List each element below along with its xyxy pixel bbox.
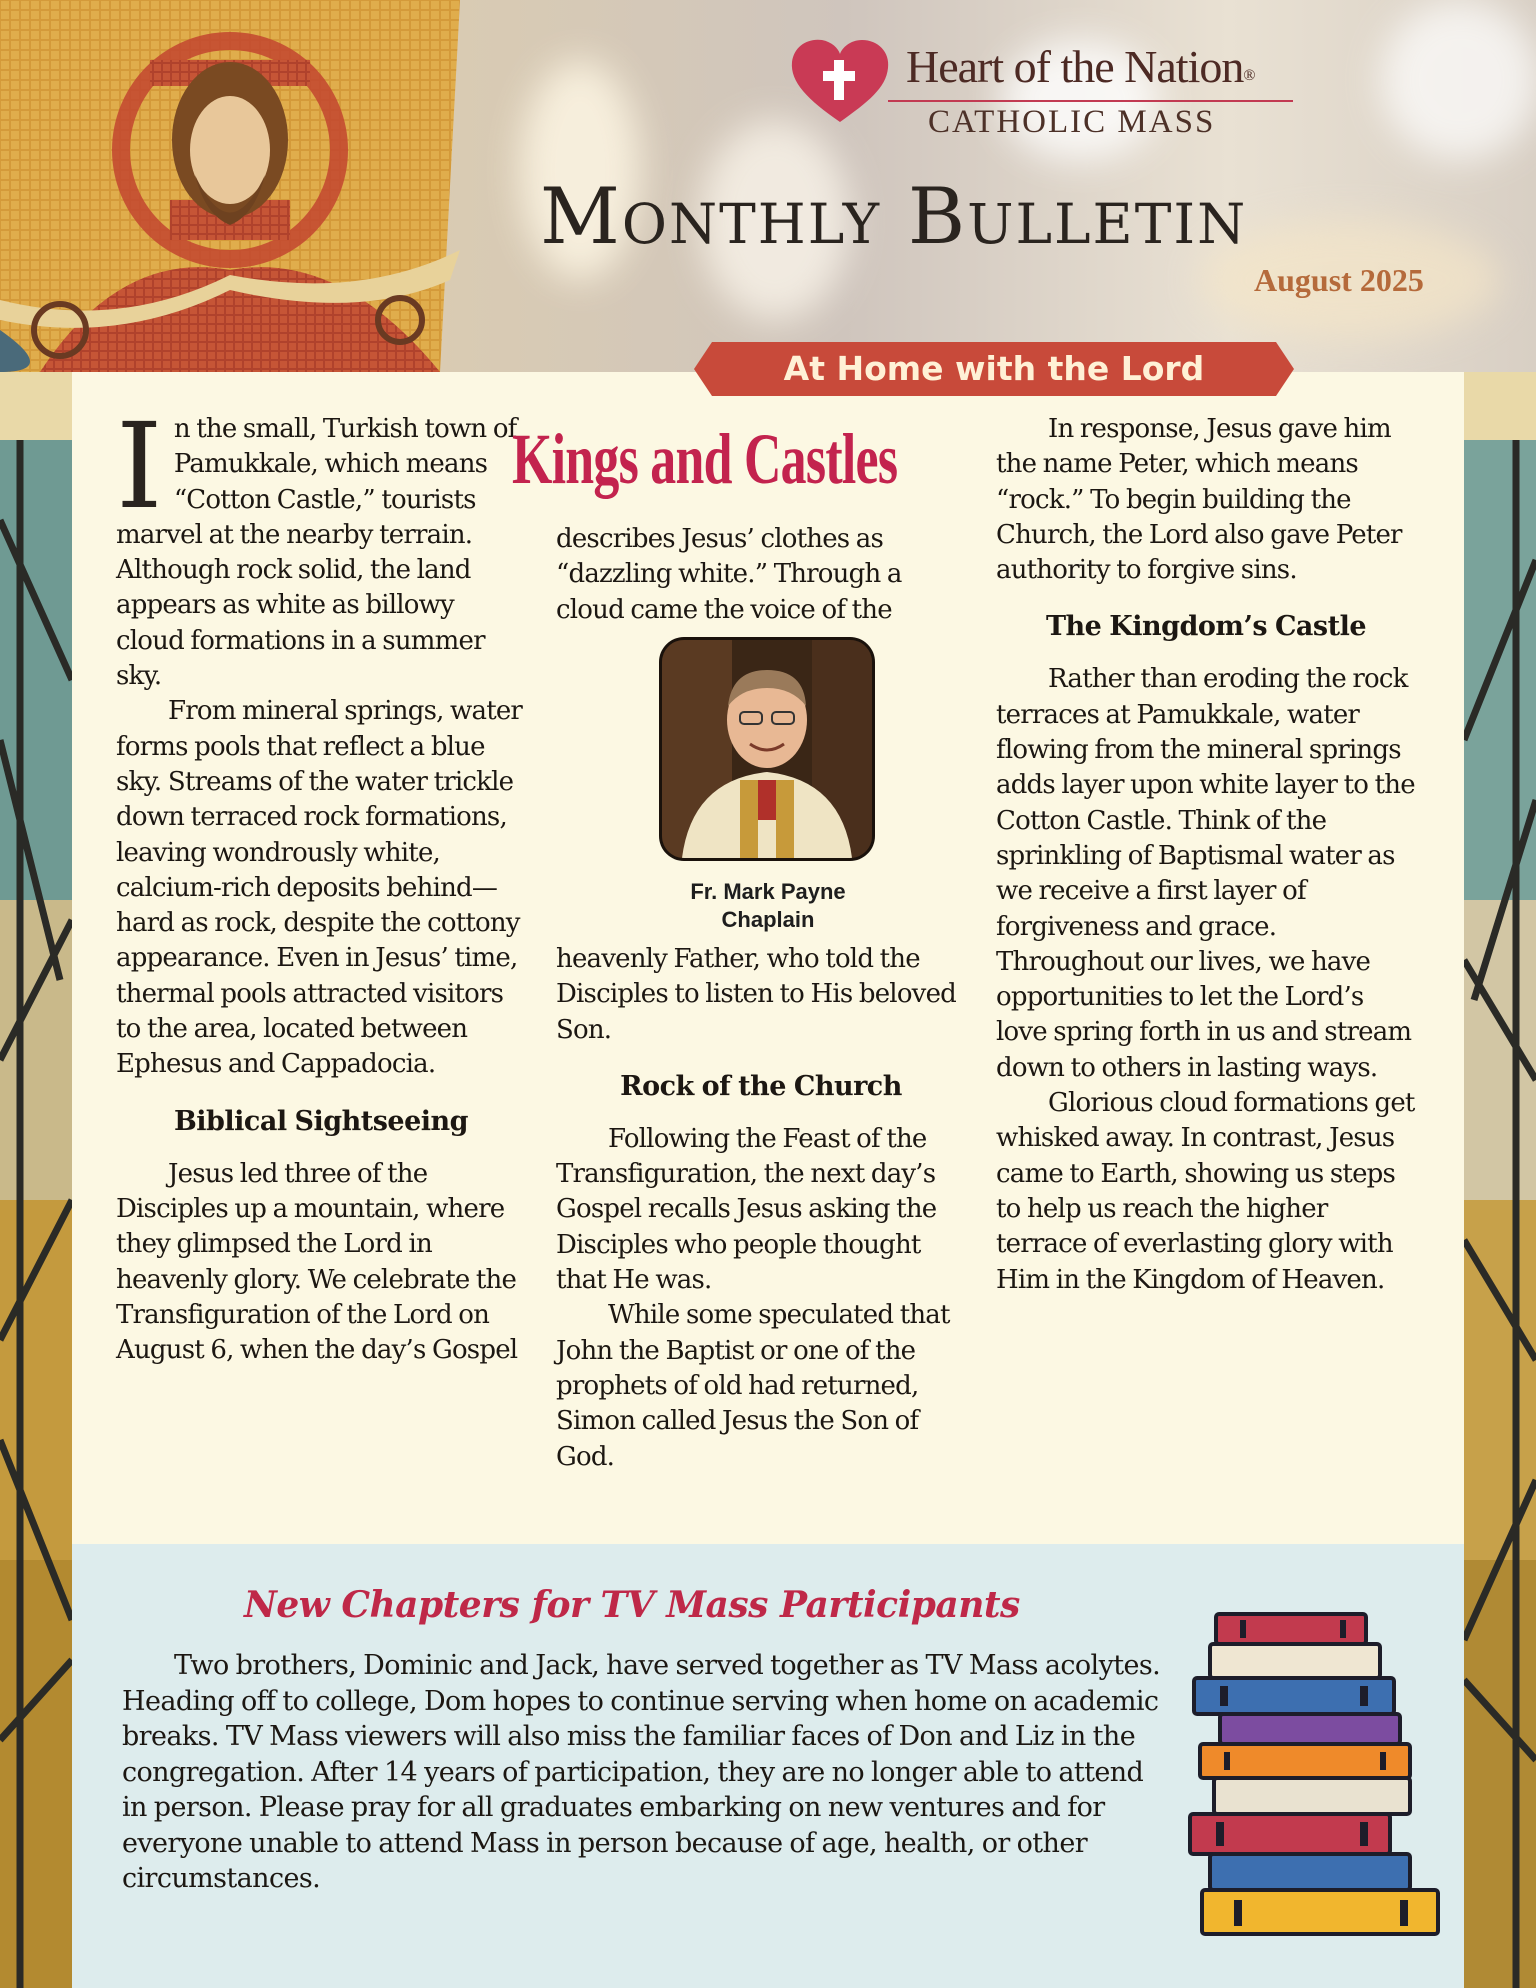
- header-banner: [0, 0, 1536, 372]
- brand-logo: [788, 36, 1308, 146]
- stained-glass-left: [0, 440, 72, 1988]
- subheading: The Kingdom’s Castle: [1045, 611, 1367, 643]
- bulletin-title: Monthly Bulletin: [540, 172, 1248, 262]
- brand-subtitle: CATHOLIC MASS: [928, 104, 1216, 140]
- news-title: New Chapters for TV Mass Participants: [244, 1584, 1020, 1626]
- section-ribbon: [694, 342, 1294, 396]
- subheading: Rock of the Church: [620, 1070, 902, 1102]
- paragraph: Jesus led three of the Disciples up a mountain, where they glimpsed the Lord in heavenly glory. We celebrate the Transfiguration of the Lord on August 6, when the day’s Gospel: [116, 1158, 518, 1366]
- photo-caption: [634, 878, 902, 934]
- article-title: Kings and Castles: [512, 419, 898, 499]
- heart-cross-icon: [788, 36, 892, 126]
- article-column-3: [996, 412, 1416, 1298]
- caption-name: Fr. Mark Payne: [690, 879, 846, 904]
- article-column-1: [116, 397, 526, 1368]
- paragraph: From mineral springs, water forms pools that reflect a blue sky. Streams of the water trickle down terraced rock formations, leaving wondrously white, calcium-rich deposits behind—hard as rock, despite the cottony appearance. Even in Jesus’ time, thermal pools attracted visitors to the area, located between Ephesus and Cappadocia.: [116, 696, 523, 1080]
- brand-rule: [888, 100, 1293, 102]
- brand-name: Heart of the Nation®: [906, 41, 1255, 92]
- ribbon-label: At Home with the Lord: [783, 349, 1205, 388]
- news-body: Two brothers, Dominic and Jack, have served together as TV Mass acolytes. Heading off to college, Dom hopes to continue serving when home on academic breaks. TV Mass viewers will also miss the familiar faces of Don and Liz in the congregation. After 14 years of participation, they are no longer able to attend in person. Please pray for all graduates embarking on new ventures and for everyone unable to attend Mass in person because of age, health, or other circumstances.: [122, 1650, 1161, 1894]
- paragraph: While some speculated that John the Baptist or one of the prophets of old had returned, Simon called Jesus the Son of God.: [556, 1300, 950, 1472]
- paragraph: heavenly Father, who told the Disciples to listen to His beloved Son.: [556, 944, 956, 1045]
- paragraph: Glorious cloud formations get whisked away. In contrast, Jesus came to Earth, showing us steps to help us reach the higher terrace of everlasting glory with Him in the Kingdom of Heaven.: [996, 1088, 1415, 1295]
- issue-date: August 2025: [1254, 262, 1424, 298]
- subheading: Biblical Sightseeing: [173, 1105, 469, 1137]
- chaplain-photo: [662, 640, 872, 858]
- book-stack-icon: [1180, 1604, 1444, 1944]
- caption-role: Chaplain: [721, 907, 815, 932]
- paragraph: Rather than eroding the rock terraces at Pamukkale, water flowing from the mineral springs adds layer upon white layer to the Cotton Castle. Think of the sprinkling of Baptismal water as we receive a first layer of forgiveness and grace. Throughout our lives, we have opportunities to let the Lord’s love spring forth in us and stream down to others in lasting ways.: [996, 664, 1415, 1083]
- stained-glass-right: [1464, 440, 1536, 1988]
- article-column-2-bottom: [556, 942, 966, 1475]
- article-column-2-top: [556, 522, 966, 628]
- paragraph: n the small, Turkish town of Pamukkale, which means “Cotton Castle,” tourists marvel at the nearby terrain. Although rock solid, the land appears as white as billowy cloud formations in a summer sky.: [116, 414, 517, 692]
- paragraph: describes Jesus’ clothes as “dazzling white.” Through a cloud came the voice of the: [556, 524, 902, 625]
- paragraph: Following the Feast of the Transfiguration, the next day’s Gospel recalls Jesus asking the Disciples who people thought that He was.: [556, 1123, 937, 1296]
- paragraph: In response, Jesus gave him the name Peter, which means “rock.” To begin building the Church, the Lord also gave Peter authority to forgive sins.: [996, 414, 1402, 586]
- drop-cap: I: [116, 397, 162, 535]
- christ-mosaic-image: [0, 0, 460, 372]
